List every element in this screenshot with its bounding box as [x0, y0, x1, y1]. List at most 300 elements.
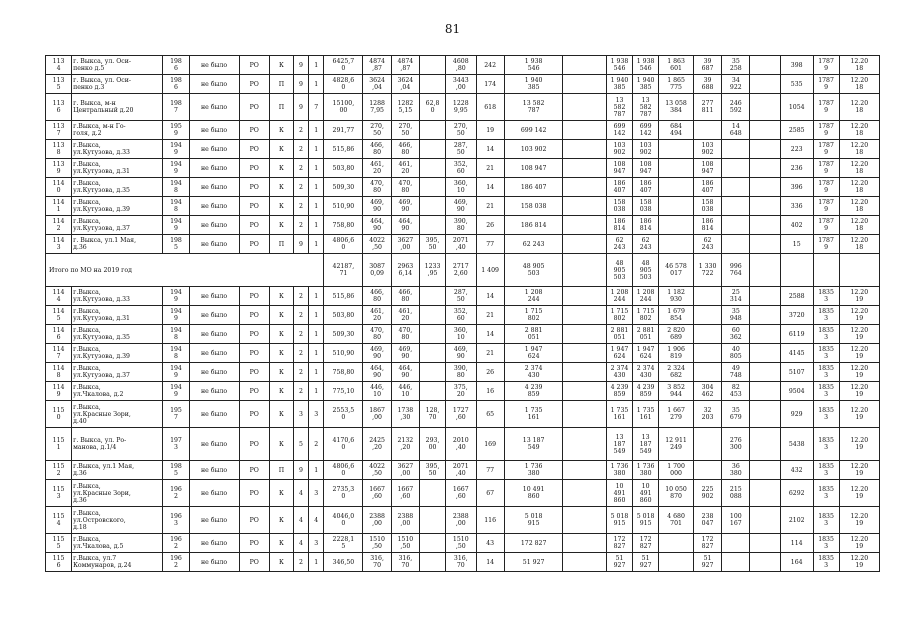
table-cell: 510,90: [324, 197, 363, 216]
table-cell: [750, 216, 780, 235]
table-cell: 446, 10: [391, 382, 419, 401]
table-cell: 2010 ,40: [446, 428, 476, 461]
table-cell: 1 330 722: [693, 254, 721, 287]
table-cell: 1 735 161: [606, 401, 632, 428]
table-cell: 1: [309, 197, 324, 216]
table-cell: [563, 480, 606, 507]
table-cell: 464, 90: [363, 216, 391, 235]
table-cell: 194 9: [163, 216, 189, 235]
table-cell: 9: [293, 461, 308, 480]
table-cell: 14: [476, 325, 504, 344]
table-cell: 114 1: [46, 197, 72, 216]
table-cell: 1727 ,60: [446, 401, 476, 428]
table-cell: 352, 60: [446, 159, 476, 178]
table-cell: не было: [189, 287, 239, 306]
table-cell: 194 9: [163, 382, 189, 401]
table-cell: 198 6: [163, 56, 189, 75]
table-cell: 2: [293, 344, 308, 363]
table-cell: 1: [309, 461, 324, 480]
table-cell: 19: [476, 121, 504, 140]
table-cell: 116: [476, 507, 504, 534]
table-cell: 2228,1 5: [324, 534, 363, 553]
table-row: [46, 480, 880, 507]
table-cell: 1 940 385: [633, 75, 659, 94]
table-cell: 108 947: [504, 159, 563, 178]
table-cell: 293, 00: [419, 428, 445, 461]
table-cell: К: [269, 480, 293, 507]
table-cell: 128, 70: [419, 401, 445, 428]
table-cell: РО: [239, 507, 269, 534]
table-cell: 510,90: [324, 344, 363, 363]
table-cell: [419, 140, 445, 159]
table-cell: [693, 428, 721, 461]
table-cell: 1667 ,60: [446, 480, 476, 507]
table-cell: 1 940 385: [504, 75, 563, 94]
table-cell: [750, 56, 780, 75]
address-cell: г.Выкса, ул.Красные Зори, д.40: [72, 401, 163, 428]
table-cell: 1787 9: [813, 197, 839, 216]
table-row: [46, 56, 880, 75]
table-cell: 2 374 430: [606, 363, 632, 382]
table-cell: 375, 20: [446, 382, 476, 401]
table-cell: [750, 428, 780, 461]
table-cell: 215 088: [722, 480, 750, 507]
table-cell: 108 947: [633, 159, 659, 178]
table-cell: [750, 507, 780, 534]
table-cell: 4806,6 0: [324, 235, 363, 254]
table-cell: 14: [476, 553, 504, 572]
table-cell: 113 6: [46, 94, 72, 121]
table-cell: 62,8 0: [419, 94, 445, 121]
table-cell: 352, 60: [446, 306, 476, 325]
address-cell: г.Выкса, ул.Кутузова, д.37: [72, 363, 163, 382]
table-cell: 158 038: [693, 197, 721, 216]
table-cell: 2102: [780, 507, 813, 534]
table-cell: не было: [189, 216, 239, 235]
table-cell: 196 2: [163, 553, 189, 572]
table-cell: РО: [239, 461, 269, 480]
table-cell: [419, 553, 445, 572]
table-cell: 360, 10: [446, 178, 476, 197]
table-cell: 15: [780, 235, 813, 254]
table-cell: не было: [189, 461, 239, 480]
table-cell: 461, 20: [363, 306, 391, 325]
table-cell: 469, 90: [391, 344, 419, 363]
table-cell: 4: [293, 507, 308, 534]
table-row: [46, 363, 880, 382]
table-cell: РО: [239, 306, 269, 325]
table-cell: 14 648: [722, 121, 750, 140]
table-cell: 115 4: [46, 507, 72, 534]
table-cell: 5: [293, 428, 308, 461]
table-cell: 270, 50: [391, 121, 419, 140]
table-cell: 4: [293, 534, 308, 553]
table-cell: 12.20 19: [839, 382, 879, 401]
table-cell: К: [269, 507, 293, 534]
table-cell: 503,80: [324, 159, 363, 178]
table-cell: 12.20 19: [839, 534, 879, 553]
table-cell: 4 680 701: [659, 507, 694, 534]
table-cell: 108 947: [606, 159, 632, 178]
table-cell: [563, 325, 606, 344]
table-cell: 67: [476, 480, 504, 507]
table-cell: 113 9: [46, 159, 72, 178]
table-cell: 40 805: [722, 344, 750, 363]
table-cell: 46 578 017: [659, 254, 694, 287]
table-cell: РО: [239, 197, 269, 216]
table-cell: 113 8: [46, 140, 72, 159]
table-cell: 1: [309, 553, 324, 572]
table-cell: [813, 254, 839, 287]
table-cell: К: [269, 428, 293, 461]
table-cell: П: [269, 235, 293, 254]
table-cell: 6425,7 0: [324, 56, 363, 75]
table-cell: [419, 382, 445, 401]
table-row: [46, 287, 880, 306]
table-cell: 12.20 19: [839, 480, 879, 507]
table-cell: 12.20 18: [839, 235, 879, 254]
table-cell: 5107: [780, 363, 813, 382]
table-cell: 194 9: [163, 140, 189, 159]
address-cell: г.Выкса, ул.Кутузова, д.35: [72, 178, 163, 197]
table-row: [46, 306, 880, 325]
total-label: Итого по МО на 2019 год: [46, 254, 324, 287]
table-cell: 1288 7,95: [363, 94, 391, 121]
table-cell: [419, 178, 445, 197]
table-cell: 194 8: [163, 344, 189, 363]
table-cell: 2425 ,20: [363, 428, 391, 461]
table-cell: [750, 121, 780, 140]
table-row: [46, 553, 880, 572]
table-cell: 12.20 19: [839, 344, 879, 363]
table-cell: 3: [293, 401, 308, 428]
table-cell: К: [269, 401, 293, 428]
table-cell: 2: [293, 140, 308, 159]
table-cell: 1: [309, 140, 324, 159]
table-cell: 114 7: [46, 344, 72, 363]
table-cell: 1835 3: [813, 363, 839, 382]
table-cell: 26: [476, 363, 504, 382]
table-cell: 48 905 503: [633, 254, 659, 287]
table-cell: 198 5: [163, 235, 189, 254]
table-cell: 13 187 549: [633, 428, 659, 461]
table-cell: 13 582 787: [633, 94, 659, 121]
table-cell: [722, 159, 750, 178]
table-cell: 699 142: [504, 121, 563, 140]
table-cell: К: [269, 306, 293, 325]
table-cell: 2: [293, 325, 308, 344]
table-cell: 470, 80: [363, 325, 391, 344]
table-cell: 1: [309, 325, 324, 344]
table-cell: 246 592: [722, 94, 750, 121]
table-cell: [563, 254, 606, 287]
table-cell: 26: [476, 216, 504, 235]
table-cell: 9: [293, 235, 308, 254]
table-cell: 503,80: [324, 306, 363, 325]
table-cell: 1 735 161: [633, 401, 659, 428]
table-cell: 2388 ,00: [446, 507, 476, 534]
table-cell: 5 018 915: [606, 507, 632, 534]
table-cell: 12.20 19: [839, 287, 879, 306]
table-cell: 108 947: [693, 159, 721, 178]
table-cell: 2071 ,40: [446, 461, 476, 480]
address-cell: г.Выкса, ул.1 Мая, д.36: [72, 461, 163, 480]
table-cell: 186 814: [606, 216, 632, 235]
table-cell: не было: [189, 121, 239, 140]
table-cell: 2: [293, 382, 308, 401]
table-row: [46, 159, 880, 178]
table-cell: 2: [293, 287, 308, 306]
table-cell: 164: [780, 553, 813, 572]
table-cell: 194 9: [163, 159, 189, 178]
table-cell: 5 018 915: [633, 507, 659, 534]
table-cell: РО: [239, 363, 269, 382]
table-cell: 469, 90: [363, 197, 391, 216]
table-cell: [659, 159, 694, 178]
table-cell: [722, 216, 750, 235]
table-cell: РО: [239, 235, 269, 254]
table-cell: 1 940 385: [606, 75, 632, 94]
address-cell: г. Выкса, ул. Оси- пенко д.5: [72, 56, 163, 75]
table-cell: 32 203: [693, 401, 721, 428]
table-cell: не было: [189, 382, 239, 401]
table-cell: 113 4: [46, 56, 72, 75]
table-cell: 1667 ,60: [363, 480, 391, 507]
table-row: [46, 401, 880, 428]
table-cell: [750, 159, 780, 178]
table-cell: не было: [189, 325, 239, 344]
table-row: [46, 197, 880, 216]
table-cell: 3: [309, 401, 324, 428]
table-cell: 77: [476, 461, 504, 480]
table-cell: [839, 254, 879, 287]
table-cell: [419, 56, 445, 75]
table-cell: 51 927: [633, 553, 659, 572]
table-cell: 186 407: [633, 178, 659, 197]
table-cell: 34 922: [722, 75, 750, 94]
table-cell: 186 814: [693, 216, 721, 235]
table-cell: 39 687: [693, 56, 721, 75]
table-cell: 82 453: [722, 382, 750, 401]
table-cell: 1 947 624: [504, 344, 563, 363]
table-cell: 12.20 19: [839, 428, 879, 461]
table-cell: 194 9: [163, 306, 189, 325]
table-cell: [750, 325, 780, 344]
table-cell: 270, 50: [363, 121, 391, 140]
table-cell: 12.20 18: [839, 178, 879, 197]
table-cell: [659, 235, 694, 254]
table-cell: не было: [189, 401, 239, 428]
table-cell: 469, 90: [363, 344, 391, 363]
table-cell: 398: [780, 56, 813, 75]
table-cell: [750, 254, 780, 287]
table-cell: 196 2: [163, 480, 189, 507]
table-cell: 48 905 503: [504, 254, 563, 287]
table-cell: [659, 140, 694, 159]
table-cell: [722, 534, 750, 553]
table-cell: [563, 159, 606, 178]
table-row: [46, 216, 880, 235]
table-cell: 35 679: [722, 401, 750, 428]
table-cell: 1 409: [476, 254, 504, 287]
table-cell: 9504: [780, 382, 813, 401]
table-cell: 2 324 682: [659, 363, 694, 382]
table-cell: 35 258: [722, 56, 750, 75]
table-cell: 172 827: [633, 534, 659, 553]
table-cell: [722, 235, 750, 254]
table-cell: 194 8: [163, 197, 189, 216]
table-cell: 16: [476, 382, 504, 401]
table-cell: 62 243: [633, 235, 659, 254]
table-cell: 1 715 802: [504, 306, 563, 325]
table-cell: К: [269, 382, 293, 401]
table-row: [46, 428, 880, 461]
table-cell: 515,86: [324, 287, 363, 306]
table-cell: 2071 ,40: [446, 235, 476, 254]
table-cell: 36 380: [722, 461, 750, 480]
table-cell: 21: [476, 344, 504, 363]
table-cell: 1 947 624: [633, 344, 659, 363]
table-cell: 9: [293, 75, 308, 94]
table-cell: 194 9: [163, 363, 189, 382]
table-cell: 1867 ,00: [363, 401, 391, 428]
table-cell: 12.20 18: [839, 140, 879, 159]
table-cell: 461, 20: [363, 159, 391, 178]
table-cell: 115 6: [46, 553, 72, 572]
table-cell: [419, 480, 445, 507]
table-cell: [693, 363, 721, 382]
table-cell: К: [269, 56, 293, 75]
table-cell: 2 374 430: [633, 363, 659, 382]
table-cell: не было: [189, 306, 239, 325]
table-cell: 1835 3: [813, 461, 839, 480]
table-cell: 186 407: [606, 178, 632, 197]
table-cell: 12.20 18: [839, 56, 879, 75]
table-cell: 194 8: [163, 178, 189, 197]
table-cell: 515,86: [324, 140, 363, 159]
table-cell: 2: [293, 178, 308, 197]
table-cell: 470, 80: [391, 325, 419, 344]
table-cell: [750, 306, 780, 325]
table-cell: 316, 70: [363, 553, 391, 572]
table-cell: 3: [309, 480, 324, 507]
table-cell: 25 314: [722, 287, 750, 306]
table-cell: 158 038: [606, 197, 632, 216]
table-cell: [563, 287, 606, 306]
table-cell: 1835 3: [813, 553, 839, 572]
table-cell: 172 827: [504, 534, 563, 553]
table-row: [46, 94, 880, 121]
table-cell: 1510 ,50: [391, 534, 419, 553]
table-cell: К: [269, 553, 293, 572]
table-cell: 1: [309, 75, 324, 94]
table-cell: [659, 178, 694, 197]
table-cell: 49 748: [722, 363, 750, 382]
table-cell: 186 407: [504, 178, 563, 197]
address-cell: г.Выкса, ул.Кутузова, д.33: [72, 287, 163, 306]
address-cell: г.Выкса, ул.Кутузова, д.31: [72, 306, 163, 325]
address-cell: г.Выкса, ул.Кутузова, д.33: [72, 140, 163, 159]
table-cell: [750, 401, 780, 428]
table-cell: 2 881 051: [633, 325, 659, 344]
total-row: [46, 254, 880, 287]
table-cell: 1 667 279: [659, 401, 694, 428]
table-cell: не было: [189, 178, 239, 197]
table-cell: 15100, 00: [324, 94, 363, 121]
table-cell: 196 3: [163, 507, 189, 534]
table-cell: 390, 80: [446, 363, 476, 382]
table-cell: 469, 90: [446, 197, 476, 216]
table-cell: 1835 3: [813, 382, 839, 401]
table-cell: 114 3: [46, 235, 72, 254]
address-cell: г.Выкса, ул.Красные Зори, д.36: [72, 480, 163, 507]
table-row: [46, 507, 880, 534]
address-cell: г.Выкса, ул.Кутузова, д.35: [72, 325, 163, 344]
table-cell: 13 187 549: [504, 428, 563, 461]
table-cell: 10 050 870: [659, 480, 694, 507]
table-cell: 1835 3: [813, 534, 839, 553]
table-cell: К: [269, 216, 293, 235]
table-cell: 238 047: [693, 507, 721, 534]
table-row: [46, 534, 880, 553]
table-cell: 198 5: [163, 461, 189, 480]
address-cell: г.Выкса, ул.7 Коммунаров, д.24: [72, 553, 163, 572]
table-cell: К: [269, 287, 293, 306]
table-cell: 10 491 860: [606, 480, 632, 507]
table-cell: РО: [239, 178, 269, 197]
table-cell: 1835 3: [813, 428, 839, 461]
table-cell: 4022 ,50: [363, 461, 391, 480]
table-cell: 77: [476, 235, 504, 254]
table-cell: РО: [239, 121, 269, 140]
table-cell: [750, 553, 780, 572]
table-cell: [693, 325, 721, 344]
table-cell: 3 852 944: [659, 382, 694, 401]
table-cell: П: [269, 461, 293, 480]
table-cell: 1510 ,50: [446, 534, 476, 553]
table-cell: 1: [309, 178, 324, 197]
table-cell: 1: [309, 382, 324, 401]
table-cell: 48 905 503: [606, 254, 632, 287]
table-cell: 1 865 775: [659, 75, 694, 94]
table-cell: 758,80: [324, 216, 363, 235]
table-cell: 1: [309, 159, 324, 178]
table-cell: 2: [293, 121, 308, 140]
table-cell: К: [269, 534, 293, 553]
table-cell: 461, 20: [391, 159, 419, 178]
table-cell: 1: [309, 56, 324, 75]
table-cell: [750, 94, 780, 121]
table-cell: [750, 480, 780, 507]
table-cell: 2132 ,20: [391, 428, 419, 461]
table-cell: 464, 90: [391, 216, 419, 235]
table-cell: 1 938 546: [606, 56, 632, 75]
table-cell: [563, 363, 606, 382]
table-cell: 4 239 859: [633, 382, 659, 401]
table-cell: 114 9: [46, 382, 72, 401]
table-cell: 699 142: [633, 121, 659, 140]
table-cell: 461, 20: [391, 306, 419, 325]
table-cell: 466, 80: [363, 287, 391, 306]
table-cell: 12 911 249: [659, 428, 694, 461]
table-cell: РО: [239, 140, 269, 159]
table-cell: [750, 178, 780, 197]
table-cell: [693, 344, 721, 363]
table-cell: 115 0: [46, 401, 72, 428]
table-cell: [659, 553, 694, 572]
table-cell: 2: [293, 363, 308, 382]
table-cell: 114 5: [46, 306, 72, 325]
